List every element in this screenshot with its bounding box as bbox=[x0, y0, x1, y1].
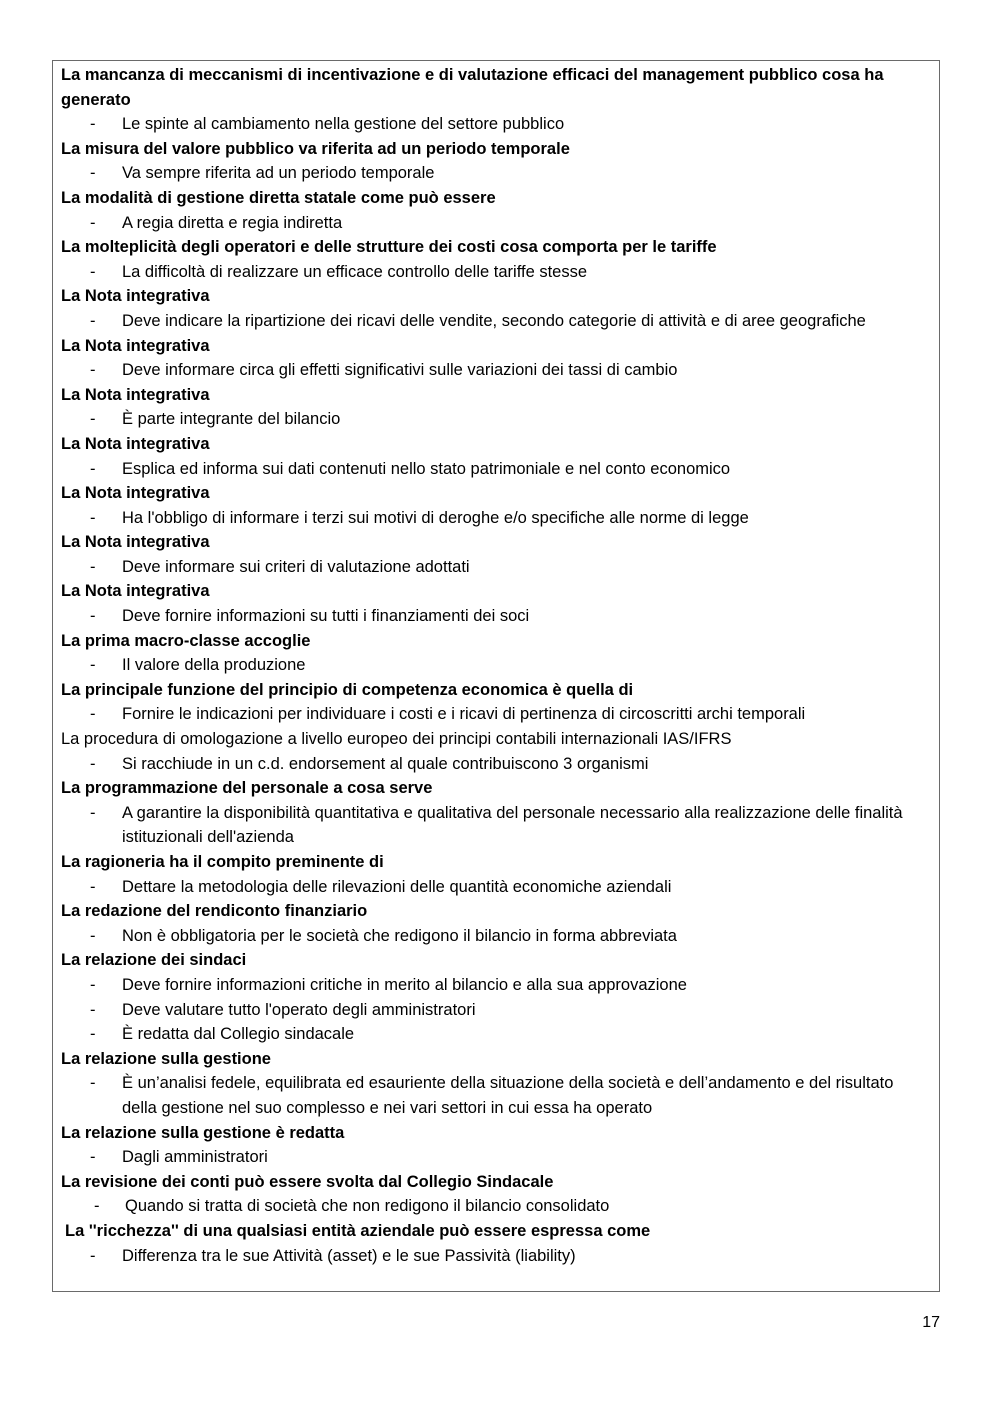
answer-item bbox=[61, 161, 931, 186]
bullet-dash: - bbox=[90, 361, 96, 380]
answer-text: Deve valutare tutto l'operato degli amministratori bbox=[122, 1000, 476, 1019]
answer-text: Differenza tra le sue Attività (asset) e le sue Passività (liability) bbox=[122, 1246, 576, 1265]
page-frame bbox=[52, 60, 940, 1292]
answer-item bbox=[61, 407, 931, 432]
bullet-dash: - bbox=[90, 115, 96, 134]
answer-item bbox=[61, 752, 931, 777]
answer-text: Deve informare circa gli effetti significativi sulle variazioni dei tassi di cambio bbox=[122, 361, 678, 380]
qa-entry bbox=[61, 481, 931, 530]
answer-list bbox=[61, 702, 931, 727]
answer-text: Va sempre riferita ad un periodo temporale bbox=[122, 164, 435, 183]
answer-text: Deve indicare la ripartizione dei ricavi delle vendite, secondo categorie di attività e di aree geografiche bbox=[122, 311, 866, 330]
qa-entry bbox=[61, 334, 931, 383]
bullet-dash: - bbox=[90, 459, 96, 478]
bullet-dash: - bbox=[90, 975, 96, 994]
answer-list bbox=[61, 260, 931, 285]
question-text: La Nota integrativa bbox=[61, 385, 210, 404]
question-text: La programmazione del personale a cosa serve bbox=[61, 779, 433, 798]
bullet-dash: - bbox=[90, 803, 96, 822]
qa-entry bbox=[61, 1121, 931, 1170]
qa-entry bbox=[61, 235, 931, 284]
qa-entry bbox=[61, 948, 931, 1046]
answer-text: Si racchiude in un c.d. endorsement al quale contribuiscono 3 organismi bbox=[122, 754, 649, 773]
page-number: 17 bbox=[922, 1314, 940, 1331]
answer-list bbox=[61, 875, 931, 900]
answer-text: Ha l'obbligo di informare i terzi sui motivi di deroghe e/o specifiche alle norme di legge bbox=[122, 508, 749, 527]
answer-list bbox=[61, 506, 931, 531]
qa-entry bbox=[61, 1047, 931, 1121]
answer-item bbox=[61, 1145, 931, 1170]
question-text: La revisione dei conti può essere svolta dal Collegio Sindacale bbox=[61, 1172, 554, 1191]
question-text: La relazione dei sindaci bbox=[61, 951, 247, 970]
bullet-dash: - bbox=[90, 1025, 96, 1044]
answer-item bbox=[61, 260, 931, 285]
answer-text: Deve fornire informazioni critiche in merito al bilancio e alla sua approvazione bbox=[122, 975, 687, 994]
qa-entry bbox=[61, 284, 931, 333]
answer-item bbox=[61, 801, 931, 850]
question-text: La ragioneria ha il compito preminente di bbox=[61, 853, 384, 871]
answer-list bbox=[61, 801, 931, 850]
bullet-dash: - bbox=[90, 877, 96, 896]
question-text: La Nota integrativa bbox=[61, 287, 210, 306]
answer-item bbox=[61, 702, 931, 727]
answer-item bbox=[61, 555, 931, 580]
bullet-dash: - bbox=[90, 1148, 96, 1167]
qa-entry bbox=[61, 727, 931, 776]
answer-list bbox=[61, 457, 931, 482]
qa-entry bbox=[61, 186, 931, 235]
question-text: La relazione sulla gestione bbox=[61, 1049, 271, 1068]
bullet-dash: - bbox=[90, 410, 96, 429]
question-text: La ''ricchezza'' di una qualsiasi entità aziendale può essere espressa come bbox=[65, 1221, 651, 1240]
bullet-dash: - bbox=[94, 1197, 100, 1216]
bullet-dash: - bbox=[90, 1000, 96, 1019]
question-text: La prima macro-classe accoglie bbox=[61, 631, 311, 650]
qa-entry bbox=[61, 1170, 931, 1219]
answer-text: Deve informare sui criteri di valutazione adottati bbox=[122, 557, 470, 576]
qa-entry bbox=[61, 579, 931, 628]
answer-text: La difficoltà di realizzare un efficace controllo delle tariffe stesse bbox=[122, 262, 588, 281]
answer-list bbox=[61, 1071, 931, 1120]
qa-entry bbox=[61, 530, 931, 579]
qa-entry bbox=[61, 678, 931, 727]
answer-list bbox=[61, 161, 931, 186]
qa-entry bbox=[61, 432, 931, 481]
answer-item bbox=[61, 309, 931, 334]
answer-list bbox=[61, 973, 931, 1047]
qa-list bbox=[61, 63, 931, 1268]
answer-list bbox=[61, 211, 931, 236]
answer-list bbox=[61, 309, 931, 334]
qa-entry bbox=[61, 63, 931, 137]
answer-item bbox=[61, 358, 931, 383]
bullet-dash: - bbox=[90, 656, 96, 675]
question-text: La Nota integrativa bbox=[61, 533, 210, 552]
answer-text: Fornire le indicazioni per individuare i costi e i ricavi di pertinenza di circoscritti archi temporali bbox=[122, 705, 806, 724]
answer-text: A regia diretta e regia indiretta bbox=[122, 213, 343, 232]
bullet-dash: - bbox=[90, 213, 96, 232]
answer-text: Quando si tratta di società che non redigono il bilancio consolidato bbox=[125, 1197, 610, 1216]
answer-item bbox=[61, 998, 931, 1023]
question-text: La misura del valore pubblico va riferita ad un periodo temporale bbox=[61, 139, 570, 158]
bullet-dash: - bbox=[90, 705, 96, 724]
answer-list bbox=[61, 407, 931, 432]
answer-item bbox=[61, 653, 931, 678]
qa-entry bbox=[61, 137, 931, 186]
answer-item bbox=[61, 924, 931, 949]
answer-item bbox=[61, 1022, 931, 1047]
answer-item bbox=[61, 1244, 931, 1269]
answer-item bbox=[61, 112, 931, 137]
bullet-dash: - bbox=[90, 754, 96, 773]
bullet-dash: - bbox=[90, 557, 96, 576]
answer-list bbox=[61, 924, 931, 949]
answer-item bbox=[61, 604, 931, 629]
question-text: La mancanza di meccanismi di incentivazione e di valutazione efficaci del management pubblico cosa ha generato bbox=[61, 66, 884, 109]
bullet-dash: - bbox=[90, 311, 96, 330]
answer-item bbox=[61, 457, 931, 482]
bullet-dash: - bbox=[90, 262, 96, 281]
answer-list bbox=[61, 653, 931, 678]
answer-text: Deve fornire informazioni su tutti i finanziamenti dei soci bbox=[122, 607, 530, 626]
bullet-dash: - bbox=[90, 607, 96, 626]
question-text: La relazione sulla gestione è redatta bbox=[61, 1123, 345, 1142]
question-text: La Nota integrativa bbox=[61, 484, 210, 503]
answer-text: Dagli amministratori bbox=[122, 1148, 268, 1167]
answer-list bbox=[61, 1244, 931, 1269]
answer-text: Non è obbligatoria per le società che redigono il bilancio in forma abbreviata bbox=[122, 926, 677, 945]
question-text: La modalità di gestione diretta statale come può essere bbox=[61, 188, 496, 207]
qa-entry bbox=[61, 899, 931, 948]
answer-list bbox=[61, 555, 931, 580]
answer-item bbox=[61, 1194, 931, 1219]
bullet-dash: - bbox=[90, 1074, 96, 1093]
qa-entry bbox=[61, 629, 931, 678]
answer-text: È parte integrante del bilancio bbox=[122, 410, 341, 429]
question-text: La Nota integrativa bbox=[61, 434, 210, 453]
qa-entry bbox=[61, 776, 931, 850]
answer-list bbox=[61, 752, 931, 777]
answer-item bbox=[61, 973, 931, 998]
answer-list bbox=[61, 112, 931, 137]
answer-text: A garantire la disponibilità quantitativa e qualitativa del personale necessario alla realizzazione delle finalità istituzionali dell'azienda bbox=[122, 803, 903, 847]
answer-text: Le spinte al cambiamento nella gestione del settore pubblico bbox=[122, 115, 565, 134]
answer-list bbox=[61, 1194, 931, 1219]
question-text: La Nota integrativa bbox=[61, 336, 210, 355]
answer-list bbox=[61, 604, 931, 629]
answer-list bbox=[61, 1145, 931, 1170]
answer-item bbox=[61, 1071, 931, 1120]
answer-text: Il valore della produzione bbox=[122, 656, 306, 675]
answer-list bbox=[61, 358, 931, 383]
bullet-dash: - bbox=[90, 508, 96, 527]
question-text: La Nota integrativa bbox=[61, 582, 210, 601]
bullet-dash: - bbox=[90, 164, 96, 183]
answer-text: È redatta dal Collegio sindacale bbox=[122, 1025, 355, 1044]
answer-text: Dettare la metodologia delle rilevazioni delle quantità economiche aziendali bbox=[122, 877, 672, 896]
answer-text: È un’analisi fedele, equilibrata ed esauriente della situazione della società e dell’andamento e del risultato della gestione nel suo complesso e nei vari settori in cui essa ha operato bbox=[122, 1074, 894, 1117]
answer-text: Esplica ed informa sui dati contenuti nello stato patrimoniale e nel conto economico bbox=[122, 459, 731, 478]
question-text: La principale funzione del principio di competenza economica è quella di bbox=[61, 680, 634, 699]
qa-entry bbox=[61, 1219, 931, 1268]
bullet-dash: - bbox=[90, 1246, 96, 1265]
qa-entry bbox=[61, 850, 931, 899]
answer-item bbox=[61, 875, 931, 900]
question-text: La redazione del rendiconto finanziario bbox=[61, 902, 368, 921]
bullet-dash: - bbox=[90, 926, 96, 945]
answer-item bbox=[61, 506, 931, 531]
question-text: La molteplicità degli operatori e delle strutture dei costi cosa comporta per le tariffe bbox=[61, 238, 717, 257]
qa-entry bbox=[61, 383, 931, 432]
question-text: La procedura di omologazione a livello europeo dei principi contabili internazionali IAS/IFRS bbox=[61, 730, 732, 749]
answer-item bbox=[61, 211, 931, 236]
